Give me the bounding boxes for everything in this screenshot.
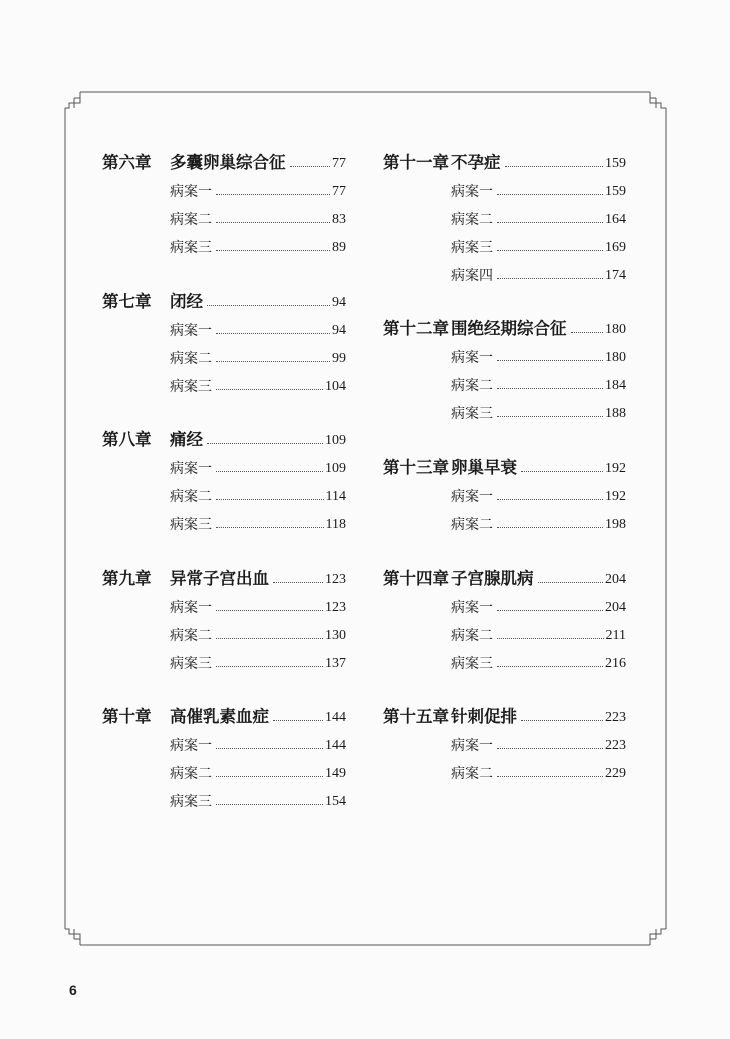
dot-leader — [207, 305, 330, 306]
case-page: 180 — [605, 350, 626, 365]
toc-case-entry[interactable] — [102, 506, 346, 532]
dot-leader — [216, 748, 323, 749]
case-title: 病案一 — [451, 350, 493, 366]
toc-chapter-entry[interactable] — [383, 561, 626, 587]
case-page: 118 — [325, 517, 346, 532]
dot-leader — [497, 638, 604, 639]
toc-case-entry[interactable] — [383, 506, 626, 532]
chapter-title: 高催乳素血症 — [170, 706, 269, 726]
case-page: 216 — [605, 656, 626, 671]
case-title: 病案一 — [451, 184, 493, 200]
chapter-number: 第十四章 — [383, 568, 449, 588]
toc-case-entry[interactable] — [383, 201, 626, 227]
chapter-page: 144 — [325, 710, 346, 725]
dot-leader — [216, 610, 323, 611]
toc-chapter-entry[interactable] — [102, 284, 346, 310]
chapter-page: 192 — [605, 461, 626, 476]
chapter-title: 针刺促排 — [451, 706, 517, 726]
case-title: 病案三 — [451, 406, 493, 422]
chapter-page: 109 — [325, 433, 346, 448]
dot-leader — [216, 499, 324, 500]
dot-leader — [273, 582, 323, 583]
case-page: 159 — [605, 184, 626, 199]
case-title: 病案二 — [451, 517, 493, 533]
case-page: 89 — [332, 240, 346, 255]
toc-case-entry[interactable] — [102, 727, 346, 753]
toc-chapter-entry[interactable] — [383, 699, 626, 725]
dot-leader — [216, 804, 323, 805]
dot-leader — [497, 776, 603, 777]
case-page: 229 — [605, 766, 626, 781]
dot-leader — [571, 332, 604, 333]
chapter-page: 180 — [605, 322, 626, 337]
case-page: 114 — [325, 489, 346, 504]
dot-leader — [216, 638, 323, 639]
toc-case-entry[interactable] — [383, 367, 626, 393]
chapter-title: 不孕症 — [451, 152, 501, 172]
toc-case-entry[interactable] — [102, 368, 346, 394]
toc-case-entry[interactable] — [383, 229, 626, 255]
chapter-page: 77 — [332, 156, 346, 171]
chapter-title: 围绝经期综合征 — [451, 318, 567, 338]
chapter-number: 第十二章 — [383, 318, 449, 338]
toc-chapter-entry[interactable] — [102, 561, 346, 587]
case-title: 病案二 — [170, 212, 212, 228]
chapter-number: 第十章 — [102, 706, 152, 726]
toc-case-entry[interactable] — [102, 783, 346, 809]
case-title: 病案一 — [170, 323, 212, 339]
dot-leader — [497, 499, 603, 500]
case-title: 病案一 — [451, 738, 493, 754]
case-page: 94 — [332, 323, 346, 338]
toc-chapter-entry[interactable] — [102, 145, 346, 171]
case-title: 病案一 — [170, 600, 212, 616]
case-page: 174 — [605, 268, 626, 283]
case-page: 164 — [605, 212, 626, 227]
dot-leader — [521, 720, 603, 721]
dot-leader — [290, 166, 331, 167]
case-title: 病案二 — [170, 489, 212, 505]
toc-case-entry[interactable] — [102, 755, 346, 781]
toc-case-entry[interactable] — [102, 340, 346, 366]
dot-leader — [216, 250, 330, 251]
case-page: 188 — [605, 406, 626, 421]
toc-case-entry[interactable] — [383, 395, 626, 421]
case-page: 77 — [332, 184, 346, 199]
case-page: 137 — [325, 656, 346, 671]
dot-leader — [497, 388, 603, 389]
dot-leader — [216, 222, 330, 223]
dot-leader — [273, 720, 323, 721]
chapter-page: 159 — [605, 156, 626, 171]
chapter-number: 第十一章 — [383, 152, 449, 172]
dot-leader — [497, 250, 603, 251]
chapter-title: 痛经 — [170, 429, 203, 449]
case-title: 病案二 — [451, 628, 493, 644]
dot-leader — [497, 610, 603, 611]
dot-leader — [216, 666, 323, 667]
dot-leader — [497, 278, 603, 279]
dot-leader — [497, 748, 603, 749]
toc-chapter-entry[interactable] — [102, 422, 346, 448]
chapter-title: 闭经 — [170, 291, 203, 311]
toc-chapter-entry[interactable] — [383, 450, 626, 476]
case-title: 病案三 — [170, 379, 212, 395]
case-title: 病案二 — [451, 766, 493, 782]
chapter-title: 卵巢早衰 — [451, 457, 517, 477]
case-page: 130 — [325, 628, 346, 643]
page-number: 6 — [69, 982, 77, 998]
case-page: 211 — [605, 628, 626, 643]
toc-chapter-entry[interactable] — [383, 311, 626, 337]
dot-leader — [216, 471, 323, 472]
case-page: 198 — [605, 517, 626, 532]
dot-leader — [216, 194, 330, 195]
toc-case-entry[interactable] — [102, 450, 346, 476]
toc-case-entry[interactable] — [383, 755, 626, 781]
case-page: 184 — [605, 378, 626, 393]
toc-case-entry[interactable] — [102, 201, 346, 227]
case-page: 123 — [325, 600, 346, 615]
toc-chapter-entry[interactable] — [102, 699, 346, 725]
dot-leader — [497, 194, 603, 195]
case-title: 病案三 — [451, 240, 493, 256]
case-page: 223 — [605, 738, 626, 753]
case-title: 病案二 — [451, 378, 493, 394]
chapter-number: 第八章 — [102, 429, 152, 449]
case-page: 109 — [325, 461, 346, 476]
dot-leader — [216, 361, 330, 362]
toc-case-entry[interactable] — [383, 727, 626, 753]
toc-case-entry[interactable] — [383, 339, 626, 365]
toc-case-entry[interactable] — [102, 173, 346, 199]
dot-leader — [216, 776, 323, 777]
chapter-title: 子宫腺肌病 — [451, 568, 534, 588]
case-title: 病案三 — [170, 240, 212, 256]
dot-leader — [497, 416, 603, 417]
dot-leader — [497, 222, 603, 223]
case-title: 病案三 — [451, 656, 493, 672]
dot-leader — [538, 582, 604, 583]
toc-case-entry[interactable] — [102, 645, 346, 671]
case-title: 病案四 — [451, 268, 493, 284]
case-title: 病案一 — [170, 184, 212, 200]
case-page: 204 — [605, 600, 626, 615]
case-title: 病案三 — [170, 656, 212, 672]
toc-case-entry[interactable] — [102, 617, 346, 643]
chapter-number: 第十三章 — [383, 457, 449, 477]
chapter-number: 第十五章 — [383, 706, 449, 726]
dot-leader — [521, 471, 603, 472]
toc-case-entry[interactable] — [383, 617, 626, 643]
case-page: 83 — [332, 212, 346, 227]
toc-case-entry[interactable] — [383, 173, 626, 199]
case-title: 病案一 — [451, 600, 493, 616]
dot-leader — [497, 527, 603, 528]
toc-case-entry[interactable] — [383, 645, 626, 671]
toc-case-entry[interactable] — [383, 478, 626, 504]
case-title: 病案二 — [170, 628, 212, 644]
dot-leader — [216, 333, 330, 334]
toc-case-entry[interactable] — [102, 312, 346, 338]
case-page: 144 — [325, 738, 346, 753]
chapter-page: 223 — [605, 710, 626, 725]
case-title: 病案二 — [170, 351, 212, 367]
case-title: 病案三 — [170, 794, 212, 810]
case-title: 病案二 — [170, 766, 212, 782]
chapter-title: 异常子宫出血 — [170, 568, 269, 588]
case-title: 病案三 — [170, 517, 212, 533]
case-page: 99 — [332, 351, 346, 366]
case-title: 病案一 — [170, 461, 212, 477]
case-title: 病案一 — [170, 738, 212, 754]
toc-case-entry[interactable] — [102, 229, 346, 255]
dot-leader — [505, 166, 604, 167]
chapter-page: 123 — [325, 572, 346, 587]
chapter-number: 第七章 — [102, 291, 152, 311]
case-page: 192 — [605, 489, 626, 504]
case-page: 154 — [325, 794, 346, 809]
toc-case-entry[interactable] — [102, 478, 346, 504]
case-title: 病案二 — [451, 212, 493, 228]
toc-case-entry[interactable] — [102, 589, 346, 615]
toc-case-entry[interactable] — [383, 589, 626, 615]
case-page: 104 — [325, 379, 346, 394]
chapter-page: 204 — [605, 572, 626, 587]
dot-leader — [216, 527, 324, 528]
case-title: 病案一 — [451, 489, 493, 505]
toc-case-entry[interactable] — [383, 257, 626, 283]
toc-chapter-entry[interactable] — [383, 145, 626, 171]
dot-leader — [216, 389, 323, 390]
dot-leader — [497, 666, 603, 667]
dot-leader — [497, 360, 603, 361]
chapter-title: 多囊卵巢综合征 — [170, 152, 286, 172]
dot-leader — [207, 443, 323, 444]
chapter-number: 第九章 — [102, 568, 152, 588]
chapter-number: 第六章 — [102, 152, 152, 172]
case-page: 169 — [605, 240, 626, 255]
chapter-page: 94 — [332, 295, 346, 310]
case-page: 149 — [325, 766, 346, 781]
